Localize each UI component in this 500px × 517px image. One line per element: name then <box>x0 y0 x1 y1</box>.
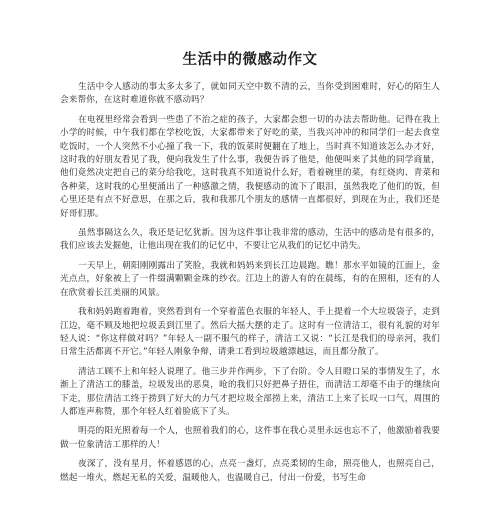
paragraph: 清洁工顾不上和年轻人说理了。他三步并作两步，下了台阶。令人目瞪口呆的事情发生了，水渐上了清洁工的膝盖，垃圾发出的恶臭，呛的我们只好把鼻子捂住，而清洁工却毫不由于的继续向下走，那位清洁工终于捞到了好大的力气才把垃圾全部捞上来，清洁工上来了长叹一口气，周围的人都连声称赞，那个年轻人红着脸底下了头。 <box>60 366 440 417</box>
paragraph: 夜深了，没有星月，怀着感恩的心，点亮一盏灯，点亮柔韧的生命，照亮他人，也照亮自己，燃起一堆火，燃起无私的关爱，温暖他人，也温暖自己，付出一份爱，书写生命 <box>60 459 440 483</box>
paragraph: 在电视里经常会看到一些患了不治之症的孩子，大家都会想一切的办法去帮助他。记得在我上小学的时候，中午我们都在学校吃饭，大家都带来了好吃的菜，当我兴冲冲的和同学们一起去食堂吃饭时，一个人突然不小心撞了我一下，我的饭菜时便翻在了地上，当时真不知道该怎么办才好，这时我的好朋友看见了我，便向我发生了什么事，我便告诉了他是，他便叫来了其他的同学商量，他们竟然决定把自己的菜分给我吃，这时我真不知道说什么好，看着碗里的菜，有红烧肉、青菜和各种菜，这时我的心里便涌出了一种感激之情，我便感动的流下了眼泪，虽然我吃了他们的饭，但心里还是有点不好意思，在那之后，我和我那几个朋友的感情一直都很好，到现在为止，我们还是好哥们那。 <box>60 114 440 219</box>
paragraph: 一天早上，朝阳刚刚露出了笑脸，我就和妈妈来到长江边晨跑。瞧！那水平如镜的江面上，金光点点，好象被上了一件缀满颗颗金珠的纱衣。江边上的游人有的在晨练，有的在照相，还有的人在欣赏着长江美丽的风景。 <box>60 260 440 298</box>
paragraph: 虽然事隔这么久，我还是记忆犹新。因为这件事让我非常的感动，生活中的感动是有很多的，我们应该去发掘他，让他出现在我们的记忆中，不要让它从我们的记忆中消失。 <box>60 228 440 252</box>
paragraph: 生活中令人感动的事太多太多了，就如同天空中数不清的云，当你受到困难时，好心的陌生人会来帮你，在这时难道你就不感动吗？ <box>60 82 440 106</box>
paragraph: 明亮的阳光照着每一个人，也照着我们的心，这件事在我心灵里永远也忘不了，他激励着我要做一位象清洁工那样的人！ <box>60 426 440 450</box>
document-title: 生活中的微感动作文 <box>182 51 318 68</box>
paragraph: 我和妈妈跑着跑着，突然看到有一个穿着蓝色衣服的年轻人，手上提着一个大垃圾袋子，走到江边，毫不顾及地把垃圾丢到江里了。然后大摇大摆的走了。这时有一位清洁工，很有礼貌的对年轻人说：“你这样做对吗？”年轻人一副不服气的样子，清洁工又说：“长江是我们的母亲河，我们日常生活都离不开它。”年轻人刚象争辩，请秉工看到垃圾越漂越远，而且都分散了。 <box>60 307 440 358</box>
